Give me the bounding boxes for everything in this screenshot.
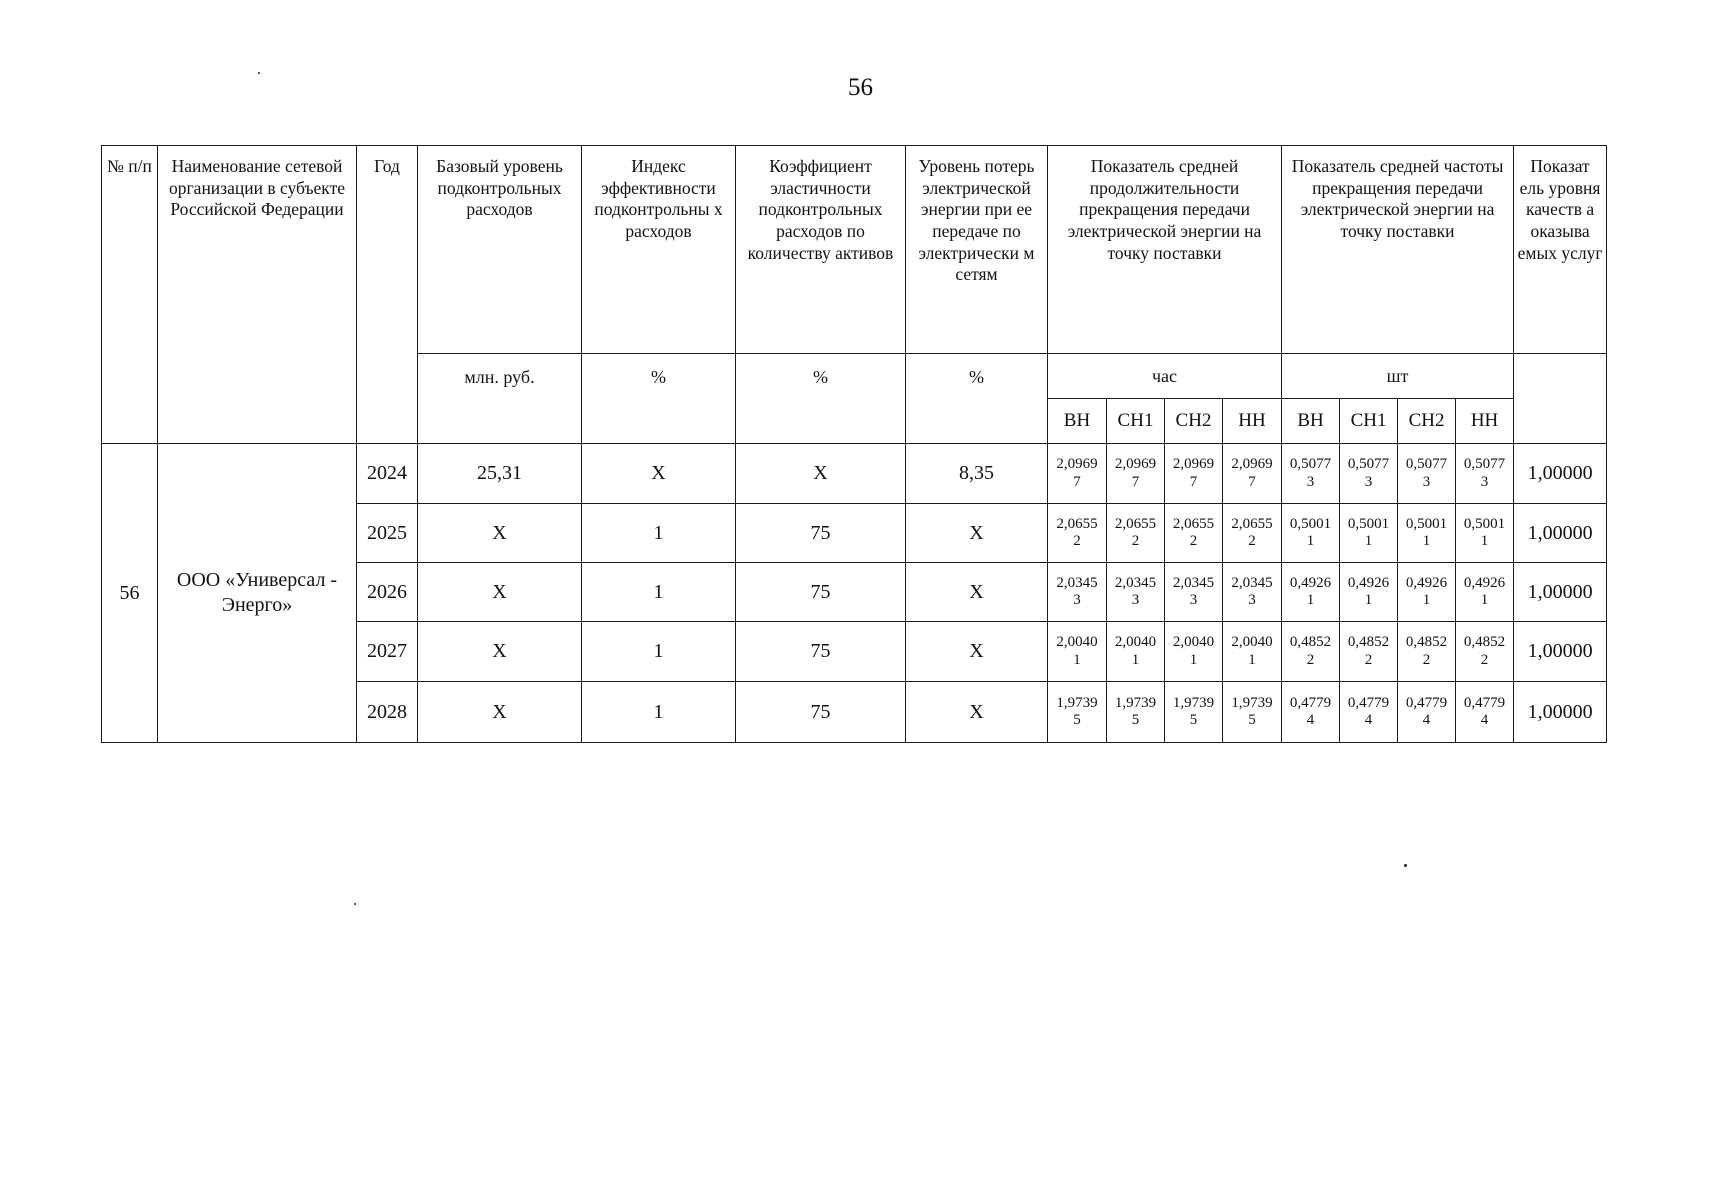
row-coef: 75 xyxy=(736,563,906,622)
header-base: Базовый уровень подконтрольных расходов xyxy=(418,146,582,354)
row-base: X xyxy=(418,682,582,743)
row-frequency: 0,5001 1 xyxy=(1340,504,1398,563)
header-index: Индекс эффективности подконтрольны х расходов xyxy=(582,146,736,354)
voltage-level: ВН xyxy=(1282,399,1340,444)
row-coef: 75 xyxy=(736,682,906,743)
row-duration: 2,0345 3 xyxy=(1165,563,1223,622)
row-frequency: 0,5077 3 xyxy=(1340,444,1398,504)
row-index: 1 xyxy=(582,682,736,743)
row-frequency: 0,5001 1 xyxy=(1282,504,1340,563)
row-frequency: 0,4779 4 xyxy=(1456,682,1514,743)
scan-speck xyxy=(354,903,356,905)
row-base: X xyxy=(418,563,582,622)
row-year: 2025 xyxy=(357,504,418,563)
row-index: X xyxy=(582,444,736,504)
row-quality: 1,00000 xyxy=(1514,444,1607,504)
row-duration: 1,9739 5 xyxy=(1165,682,1223,743)
row-quality: 1,00000 xyxy=(1514,622,1607,682)
row-duration: 2,0969 7 xyxy=(1048,444,1107,504)
header-num: № п/п xyxy=(102,146,158,444)
row-loss: 8,35 xyxy=(906,444,1048,504)
row-duration: 2,0345 3 xyxy=(1048,563,1107,622)
row-frequency: 0,4852 2 xyxy=(1340,622,1398,682)
scan-speck xyxy=(1404,864,1407,867)
header-coef: Коэффициент эластичности подконтрольных расходов по количеству активов xyxy=(736,146,906,354)
row-duration: 2,0040 1 xyxy=(1165,622,1223,682)
row-duration: 2,0969 7 xyxy=(1165,444,1223,504)
row-frequency: 0,5077 3 xyxy=(1398,444,1456,504)
header-year: Год xyxy=(357,146,418,444)
row-quality: 1,00000 xyxy=(1514,563,1607,622)
voltage-level: СН1 xyxy=(1107,399,1165,444)
row-base: X xyxy=(418,504,582,563)
voltage-level: СН2 xyxy=(1165,399,1223,444)
row-index: 1 xyxy=(582,504,736,563)
row-loss: X xyxy=(906,622,1048,682)
row-coef: X xyxy=(736,444,906,504)
row-base: X xyxy=(418,622,582,682)
row-quality: 1,00000 xyxy=(1514,682,1607,743)
org-name: ООО «Универсал - Энерго» xyxy=(158,444,357,743)
row-loss: X xyxy=(906,504,1048,563)
voltage-level: СН2 xyxy=(1398,399,1456,444)
row-year: 2024 xyxy=(357,444,418,504)
row-coef: 75 xyxy=(736,622,906,682)
row-loss: X xyxy=(906,682,1048,743)
row-duration: 1,9739 5 xyxy=(1223,682,1282,743)
row-duration: 2,0655 2 xyxy=(1165,504,1223,563)
unit-duration: час xyxy=(1048,354,1282,399)
row-year: 2027 xyxy=(357,622,418,682)
row-index: 1 xyxy=(582,563,736,622)
unit-frequency: шт xyxy=(1282,354,1514,399)
row-frequency: 0,4779 4 xyxy=(1340,682,1398,743)
row-base: 25,31 xyxy=(418,444,582,504)
page-number: 56 xyxy=(848,74,873,101)
unit-loss: % xyxy=(906,354,1048,444)
voltage-level: НН xyxy=(1456,399,1514,444)
row-frequency: 0,4926 1 xyxy=(1282,563,1340,622)
table-row xyxy=(102,444,1607,504)
unit-base: млн. руб. xyxy=(418,354,582,444)
header-row xyxy=(102,146,1607,354)
row-frequency: 0,5001 1 xyxy=(1398,504,1456,563)
row-duration: 1,9739 5 xyxy=(1107,682,1165,743)
row-duration: 2,0655 2 xyxy=(1048,504,1107,563)
row-frequency: 0,4926 1 xyxy=(1340,563,1398,622)
row-coef: 75 xyxy=(736,504,906,563)
row-duration: 2,0040 1 xyxy=(1107,622,1165,682)
row-duration: 2,0655 2 xyxy=(1223,504,1282,563)
row-duration: 2,0655 2 xyxy=(1107,504,1165,563)
row-frequency: 0,5001 1 xyxy=(1456,504,1514,563)
row-frequency: 0,4926 1 xyxy=(1398,563,1456,622)
row-duration: 2,0969 7 xyxy=(1107,444,1165,504)
unit-coef: % xyxy=(736,354,906,444)
row-duration: 2,0345 3 xyxy=(1223,563,1282,622)
row-year: 2026 xyxy=(357,563,418,622)
row-frequency: 0,4779 4 xyxy=(1398,682,1456,743)
org-number: 56 xyxy=(102,444,158,743)
row-frequency: 0,4779 4 xyxy=(1282,682,1340,743)
tariff-table xyxy=(101,145,1607,743)
header-org: Наименование сетевой организации в субъекте Российской Федерации xyxy=(158,146,357,444)
row-frequency: 0,5077 3 xyxy=(1282,444,1340,504)
row-duration: 2,0969 7 xyxy=(1223,444,1282,504)
voltage-level: НН xyxy=(1223,399,1282,444)
voltage-level: ВН xyxy=(1048,399,1107,444)
row-index: 1 xyxy=(582,622,736,682)
header-frequency: Показатель средней частоты прекращения передачи электрической энергии на точку поставки xyxy=(1282,146,1514,354)
row-frequency: 0,4852 2 xyxy=(1398,622,1456,682)
row-quality: 1,00000 xyxy=(1514,504,1607,563)
row-frequency: 0,4926 1 xyxy=(1456,563,1514,622)
header-quality: Показат ель уровня качеств а оказыва емых услуг xyxy=(1514,146,1607,354)
row-duration: 2,0040 1 xyxy=(1223,622,1282,682)
unit-index: % xyxy=(582,354,736,444)
row-duration: 2,0040 1 xyxy=(1048,622,1107,682)
scan-speck xyxy=(258,72,260,74)
row-year: 2028 xyxy=(357,682,418,743)
row-frequency: 0,4852 2 xyxy=(1282,622,1340,682)
row-frequency: 0,5077 3 xyxy=(1456,444,1514,504)
row-loss: X xyxy=(906,563,1048,622)
row-duration: 1,9739 5 xyxy=(1048,682,1107,743)
row-frequency: 0,4852 2 xyxy=(1456,622,1514,682)
row-duration: 2,0345 3 xyxy=(1107,563,1165,622)
header-duration: Показатель средней продолжительности прекращения передачи электрической энергии на точку поставки xyxy=(1048,146,1282,354)
unit-quality-empty xyxy=(1514,354,1607,444)
header-loss: Уровень потерь электрической энергии при ее передаче по электрически м сетям xyxy=(906,146,1048,354)
voltage-level: СН1 xyxy=(1340,399,1398,444)
